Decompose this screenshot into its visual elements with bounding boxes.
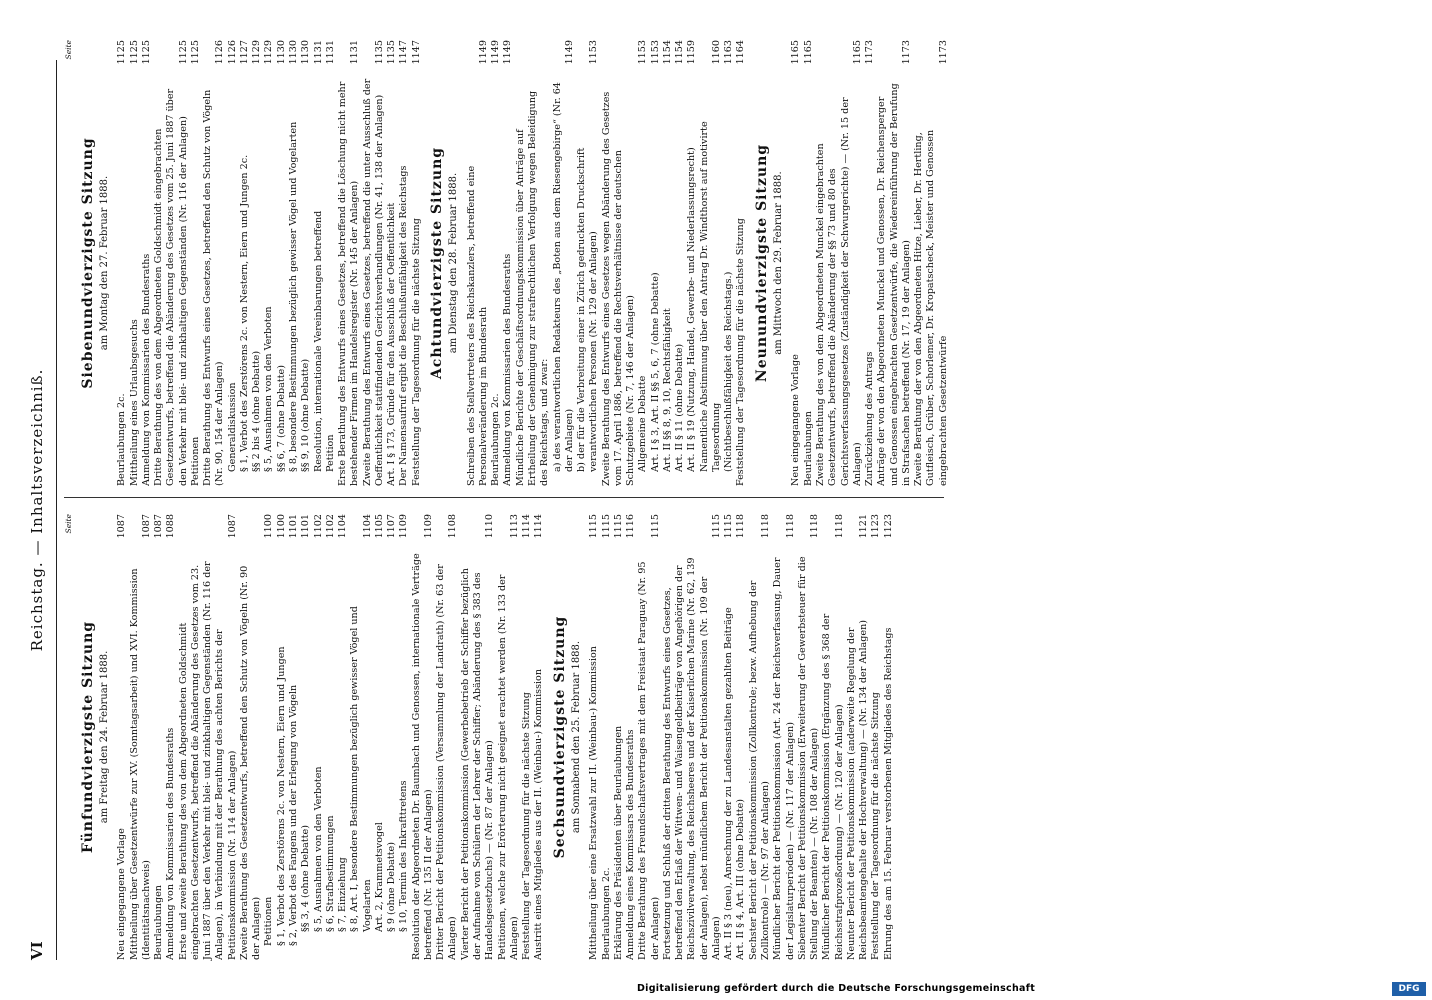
toc-entry-page: 1163	[723, 40, 735, 65]
toc-entry-text: §§ 3, 4 (ohne Debatte)	[300, 825, 312, 932]
page-header	[28, 60, 54, 960]
header-rule	[56, 60, 57, 960]
toc-entry-page: 1104	[337, 514, 349, 539]
toc-entry-text: Generaldiskussion	[226, 382, 238, 472]
digitization-credit: Digitalisierung gefördert durch die Deutsche Forschungsgemeinschaft	[636, 983, 1036, 994]
seite-label-right: Seite	[64, 40, 73, 60]
toc-entry-text: Anträge der von den Abgeordneten Munckel und Genossen, Dr. Reichensperger und Genossen eingebrachten Gesetzentwürfe, die Wiedereinführung der Berufung in Strafsachen betreffend (Nr. 17, 19 der Anlagen)	[876, 83, 912, 486]
toc-entry-page: 1087	[116, 514, 128, 539]
toc-entry-text: Dritte Berathung des von dem Abgeordneten Goldschmidt eingebrachten Gesetzentwurfs, betreffend die Abänderung des Gesetzes vom 25. Juni 1887 über den Verkehr mit blei- und zinkhaltigen Gegenständen (Nr. 116 der Anlagen)	[153, 88, 189, 486]
toc-entry-page: 1109	[398, 514, 410, 539]
toc-entry	[576, 40, 601, 486]
toc-entry	[490, 40, 502, 486]
toc-entry-text: Zweite Berathung des Gesetzentwurfs, betreffend den Schutz von Vögeln (Nr. 90 der Anlagen)	[238, 565, 263, 960]
toc-entry-page: 1088	[165, 514, 177, 539]
toc-entry	[913, 40, 950, 486]
toc-entry-page: 1159	[686, 40, 698, 65]
toc-entry-page: 1131	[349, 40, 361, 65]
toc-entry-text: § 2, Verbot des Fangens und der Erlegung von Vögeln	[288, 684, 300, 946]
toc-entry	[325, 40, 337, 486]
toc-entry	[300, 514, 312, 960]
toc-entry-text: Zweite Berathung des Entwurfs eines Gesetzes wegen Abänderung des Gesetzes vom 17. April 1886, betreffend die Rechtsverhältnisse der deutschen Schutzgebiete (Nr. 7, 146 der Anlagen)	[600, 91, 637, 486]
toc-entry	[386, 514, 398, 960]
toc-entry	[662, 40, 674, 486]
toc-entry-text: Beurlaubungen 2c.	[490, 393, 502, 486]
toc-entry-text: Erste und zweite Berathung des von dem Abgeordneten Goldschmidt eingebrachten Gesetzentwurfs, betreffend die Abänderung des Gesetzes vom 23. Juni 1887 über den Verkehr mit blei- und zinkhaltigen Gegenständen (Nr. 116 der Anlagen), in Verbindung mit der Berathung des achten Berichts der Petitionskommission (Nr. 114 der Anlagen)	[177, 561, 238, 960]
toc-entry	[313, 40, 325, 486]
toc-entry-page: 1116	[625, 514, 637, 539]
toc-entry-text: Anmeldung eines Kommissars des Bundesraths	[625, 729, 637, 960]
toc-entry-page: 1108	[447, 514, 459, 539]
toc-entry	[288, 40, 300, 486]
toc-entry	[460, 514, 497, 960]
toc-entry-text: Neu eingegangene Vorlage	[790, 354, 802, 486]
toc-entry	[313, 514, 325, 960]
toc-entry-text: Feststellung der Tagesordnung für die nächste Sitzung	[735, 218, 747, 486]
toc-entry-text: Erklärung des Präsidenten über Beurlaubungen	[612, 725, 624, 960]
toc-entry-text: Art. II § 4, Art. III (ohne Debatte)	[735, 799, 747, 960]
toc-entry-text: §§ 9, 10 (ohne Debatte)	[300, 358, 312, 472]
toc-entry-text: Ehrung des am 15. Februar verstorbenen Mitgliedes des Reichstags	[882, 627, 894, 960]
sitzung-date: am Mittwoch den 29. Februar 1888.	[772, 171, 784, 355]
toc-entry-page: 1123	[882, 514, 894, 539]
toc-entry-text: Schreiben des Stellvertreters des Reichskanzlers, betreffend eine Personalveränderung im Bundesrath	[465, 165, 489, 486]
toc-entry-text: Mündlicher Bericht der Petitionskommission (Ergänzung des § 368 der Reichsstrafprozeßordnung) — (Nr. 120 der Anlagen)	[821, 613, 845, 960]
column-divider	[64, 497, 944, 498]
toc-entry-page: 1087	[140, 514, 152, 539]
toc-entry	[362, 40, 387, 486]
toc-entry-page: 1100	[275, 514, 287, 539]
sitzung-date: am Sonnabend den 25. Februar 1888.	[570, 640, 582, 834]
toc-entry-page: 1149	[563, 40, 575, 65]
toc-entry	[846, 514, 871, 960]
toc-entry-text: Art. I § 3, Art. II §§ 5, 6, 7 (ohne Debatte)	[649, 272, 661, 472]
toc-entry-page: 1153	[649, 40, 661, 65]
toc-entry	[288, 514, 300, 960]
toc-entry	[497, 514, 522, 960]
sitzung-title: Fünfundvierzigste Sitzung	[79, 620, 96, 854]
toc-entry-page: 1118	[833, 514, 845, 539]
toc-entry-page: 1114	[521, 514, 533, 539]
toc-entry	[637, 40, 649, 486]
toc-entry-page: 1131	[324, 40, 336, 65]
toc-entry	[325, 514, 337, 960]
toc-entry-text: Feststellung der Tagesordnung für die nächste Sitzung	[410, 218, 422, 486]
toc-entry-text: Art. II § 19 (Nutzung, Handel, Gewerbe- und Niederlassungsrecht)	[686, 147, 698, 472]
toc-entry	[735, 514, 747, 960]
toc-entry-page: 1149	[490, 40, 502, 65]
toc-entry	[398, 514, 410, 960]
toc-entry-page: 1125	[177, 40, 189, 65]
toc-entry	[337, 514, 349, 960]
toc-entry	[239, 40, 251, 486]
toc-entry	[601, 514, 613, 960]
toc-entry-text: § 8, Art. I, besondere Bestimmungen bezüglich gewisser Vögel und Vogelarten	[349, 606, 373, 932]
page-number: VI	[28, 941, 46, 960]
sitzung-title: Siebenundvierzigste Sitzung	[79, 137, 96, 389]
toc-entry-page: 1173	[937, 40, 949, 65]
toc-entry-text: Zurückziehung des Antrags	[864, 351, 876, 486]
toc-entry-text: Anmeldung von Kommissarien des Bundesraths	[165, 727, 177, 960]
toc-entry-page: 1087	[226, 514, 238, 539]
toc-entry	[650, 40, 662, 486]
toc-entry	[141, 40, 153, 486]
toc-entry	[153, 514, 165, 960]
toc-entry-page: 1126	[214, 40, 226, 65]
toc-entry	[116, 514, 128, 960]
toc-entry	[588, 514, 600, 960]
toc-entry-page: 1125	[140, 40, 152, 65]
sitzung-title: Sechsundvierzigste Sitzung	[551, 615, 568, 859]
toc-entry-page: 1115	[612, 514, 624, 539]
toc-entry-page: 1160	[710, 40, 722, 65]
sitzung-section	[429, 40, 748, 486]
toc-entry-page: 1118	[809, 514, 821, 539]
toc-entry-page: 1154	[674, 40, 686, 65]
toc-entry	[797, 514, 822, 960]
toc-entry-text: Vierter Bericht der Petitionskommission (Gewerbebetrieb der Schiffer bezüglich der Aufnahme von Schülern der Lehrer der Schiffer; Abänderung des § 383 des Handelsgesetzbuchs) — (Nr. 87 der Anlagen)	[459, 568, 496, 960]
toc-entry-page: 1125	[116, 40, 128, 65]
toc-entry	[748, 514, 773, 960]
toc-entry-text: Feststellung der Tagesordnung für die nächste Sitzung	[870, 692, 882, 960]
toc-entry-page: 1087	[153, 514, 165, 539]
toc-entry	[300, 40, 312, 486]
toc-entry-page: 1130	[300, 40, 312, 65]
toc-entry-page: 1165	[802, 40, 814, 65]
toc-entry-page: 1164	[735, 40, 747, 65]
toc-entry	[699, 40, 724, 486]
toc-entry-page: 1173	[864, 40, 876, 65]
toc-entry-page: 1115	[710, 514, 722, 539]
toc-entry-text: Zweite Berathung der von den Abgeordneten Hitze, Lieber, Dr. Hertling, Gutfleisch, Grüber, Schorlemer, Dr. Kropatscheck, Meister und Genossen eingebrachten Gesetzentwürfe	[913, 129, 949, 486]
toc-entry-text: §§ 6, 7 (ohne Debatte)	[275, 365, 287, 472]
toc-entry	[263, 514, 275, 960]
toc-entry-text: Resolution der Abgeordneten Dr. Baumbach und Genossen, internationale Verträge betreffend (Nr. 135 II der Anlagen)	[410, 553, 434, 960]
toc-entry-text: Petitionen	[189, 436, 201, 486]
toc-entry	[251, 40, 263, 486]
toc-entry-text: Art. II § 3 (neu), Anrechnung der zu Landesanstalten gezahlten Beiträge	[723, 607, 735, 960]
toc-entry-page: 1153	[637, 40, 649, 65]
toc-entry-text: Beurlaubungen 2c.	[116, 393, 128, 486]
toc-entry-text: Sechster Bericht der Petitionskommission (Zollkontrole; bezw. Aufhebung der Zollkontrole) — (Nr. 97 der Anlagen)	[747, 580, 772, 960]
toc-entry-text: Neunter Bericht der Petitionskommission (anderweite Regelung der Reichsbeamtengehalte der Hochverwaltung) — (Nr. 134 der Anlagen)	[845, 619, 870, 960]
toc-entry	[803, 40, 815, 486]
toc-entry-page: 1125	[189, 40, 201, 65]
toc-entry-page: 1121	[858, 514, 870, 539]
toc-entry	[772, 514, 797, 960]
toc-entry-page: 1115	[723, 514, 735, 539]
toc-entry-text: Feststellung der Tagesordnung für die nächste Sitzung	[521, 692, 533, 960]
toc-entry-text: a) des verantwortlichen Redakteurs des „Boten aus dem Riesengebirge“ (Nr. 64 der Anlagen)	[551, 82, 575, 472]
toc-entry-page: 1115	[588, 514, 600, 539]
toc-entry-text: Siebenter Bericht der Petitionskommission (Erweiterung der Gewerbsteuer für die Stellung der Beamten) — (Nr. 108 der Anlagen)	[796, 556, 821, 960]
toc-entry-text: Art. I § 173, Gründe für den Ausschluß der Oeffentlichkeit	[386, 202, 398, 486]
toc-entry-page: 1113	[508, 514, 520, 539]
toc-entry-text: Art. 2, Krammetsvogel	[373, 822, 385, 932]
sitzung-date: am Dienstag den 28. Februar 1888.	[447, 172, 459, 354]
toc-entry	[870, 514, 882, 960]
toc-entry-text: Anmeldung von Kommissarien des Bundesraths	[140, 253, 152, 486]
toc-entry	[239, 514, 264, 960]
toc-entry	[662, 514, 723, 960]
toc-entry-page: 1123	[870, 514, 882, 539]
toc-entry-text: § 7, Einziehung	[337, 857, 349, 932]
toc-entry-text: §§ 2 bis 4 (ohne Debatte)	[251, 350, 263, 472]
toc-entry-page: 1130	[275, 40, 287, 65]
toc-entry-page: 1129	[263, 40, 275, 65]
toc-entry-text: Der Namensaufruf ergibt die Beschlußunfähigkeit des Reichstags	[398, 165, 410, 486]
right-column	[64, 40, 954, 486]
running-title: Reichstag. — Inhaltsverzeichniß.	[28, 368, 46, 652]
toc-entry-text: Dritte Berathung des Entwurfs eines Gesetzes, betreffend den Schutz von Vögeln (Nr. 90, 154 der Anlagen)	[202, 89, 226, 486]
toc-entry-page: 1173	[900, 40, 912, 65]
toc-entry-page: 1165	[851, 40, 863, 65]
sitzung-section	[80, 40, 423, 486]
toc-entry	[533, 514, 545, 960]
toc-entry	[466, 40, 491, 486]
toc-entry	[601, 40, 638, 486]
toc-entry-text: Mündliche Berichte der Geschäftsordnungskommission über Anträge auf Ertheilung der Genehmigung zur strafrechtlichen Verfolgung wegen Beleidigung des Reichstags, und zwar:	[514, 90, 551, 486]
toc-entry-text: Petitionen	[263, 896, 275, 946]
toc-entry-text: Fortsetzung und Schluß der dritten Berathung des Entwurfs eines Gesetzes, betreffend den Erlaß der Wittwen- und Waisengeldbeiträge von Angehörigen der Reichszivilverwaltung, des Reichsheeres und der Kaiserlichen Marine (Nr. 62, 139 der Anlagen), nebst mündlichem Bericht der Petitionskommission (Nr. 109 der Anlagen)	[661, 557, 722, 960]
toc-entry-text: Dritte Berathung des Freundschaftsvertrages mit dem Freistaat Paraguay (Nr. 95 der Anlagen)	[637, 561, 661, 960]
toc-entry	[883, 514, 895, 960]
toc-entry	[263, 40, 275, 486]
toc-entry	[613, 514, 625, 960]
toc-entry	[276, 514, 288, 960]
toc-entry-text: Allgemeine Debatte	[637, 375, 649, 472]
toc-entry-page: 1100	[263, 514, 275, 539]
toc-entry-text: § 9 (ohne Debatte)	[386, 842, 398, 932]
toc-entry-page: 1153	[588, 40, 600, 65]
toc-entry-page: 1118	[760, 514, 772, 539]
toc-entry	[129, 514, 154, 960]
toc-entry	[227, 40, 239, 486]
toc-entry	[129, 40, 141, 486]
toc-entry-page: 1129	[251, 40, 263, 65]
toc-entry-page: 1109	[422, 514, 434, 539]
toc-entry	[515, 40, 552, 486]
toc-entry-text: Resolution, internationale Vereinbarungen betreffend	[312, 210, 324, 472]
toc-entry-text: Petitionen, welche zur Erörterung nicht geeignet erachtet werden (Nr. 133 der Anlagen)	[496, 574, 520, 960]
toc-entry	[502, 40, 514, 486]
sitzung-section	[80, 514, 546, 960]
toc-entry-page: 1125	[128, 40, 140, 65]
toc-entry	[178, 514, 239, 960]
toc-entry-page: 1147	[410, 40, 422, 65]
sitzung-date: am Montag den 27. Februar 1888.	[98, 175, 110, 351]
toc-entry-text: Zweite Berathung des von dem Abgeordneten Munckel eingebrachten Gesetzentwurfs, betreffend die Abänderung der §§ 73 und 80 des Gerichtsverfassungsgesetzes (Zuständigkeit der Schwurgerichte) — (Nr. 15 der Anlagen)	[814, 97, 863, 486]
toc-entry	[723, 514, 735, 960]
toc-entry	[165, 514, 177, 960]
toc-entry-page: 1135	[386, 40, 398, 65]
dfg-logo: DFG	[1392, 982, 1426, 996]
toc-entry-page: 1127	[238, 40, 250, 65]
toc-entry-page: 1147	[398, 40, 410, 65]
toc-entry	[386, 40, 398, 486]
toc-entry-text: § 5, Ausnahmen von den Verboten	[263, 306, 275, 472]
toc-entry-text: Art. II § 11 (ohne Debatte)	[674, 343, 686, 472]
toc-entry-text: Beurlaubungen	[802, 411, 814, 486]
toc-entry	[521, 514, 533, 960]
sitzung-title: Neunundvierzigste Sitzung	[753, 143, 770, 383]
toc-entry-text: Anmeldung von Kommissarien des Bundesraths	[502, 253, 514, 486]
sitzung-section	[754, 40, 950, 486]
toc-entry-text: Beurlaubungen	[153, 885, 165, 960]
toc-entry-page: 1110	[484, 514, 496, 539]
toc-entry	[202, 40, 227, 486]
toc-entry-page: 1102	[324, 514, 336, 539]
toc-entry	[411, 40, 423, 486]
left-column	[64, 514, 899, 960]
toc-entry-text: Namentliche Abstimmung über den Antrag Dr. Windthorst auf motivirte Tagesordnung	[698, 121, 722, 472]
seite-label-left: Seite	[64, 514, 73, 534]
toc-entry	[276, 40, 288, 486]
toc-entry-page: 1154	[661, 40, 673, 65]
toc-entry-text: § 1, Verbot des Zerstörens 2c. von Nestern, Eiern und Jungen	[275, 646, 287, 946]
toc-entry-text: Dritter Bericht der Petitionskommission (Versammlung der Landrath) (Nr. 63 der Anlagen)	[435, 564, 459, 960]
toc-entry	[876, 40, 913, 486]
toc-entry	[337, 40, 362, 486]
toc-entry	[821, 514, 846, 960]
toc-entry	[411, 514, 436, 960]
toc-entry	[116, 40, 128, 486]
sitzung-title: Achtundvierzigste Sitzung	[428, 146, 445, 380]
toc-entry-text: Mittheilung eines Urlaubsgesuchs	[128, 319, 140, 486]
toc-entry-page: 1131	[312, 40, 324, 65]
toc-entry-text: Petition	[324, 434, 336, 472]
toc-entry-page: 1165	[790, 40, 802, 65]
toc-entry-page: 1114	[533, 514, 545, 539]
toc-entry	[190, 40, 202, 486]
toc-entry-page: 1130	[288, 40, 300, 65]
toc-entry-page: 1115	[649, 514, 661, 539]
toc-entry-text: b) der für die Verbreitung einer in Zürich gedruckten Druckschrift verantwortlichen Personen (Nr. 129 der Anlagen)	[576, 147, 600, 472]
toc-entry-text: Zweite Berathung des Entwurfs eines Gesetzes, betreffend die unter Ausschluß der Oeffentlichkeit stattfindenden Gerichtsverhandlungen (Nr. 41, 138 der Anlagen)	[361, 78, 385, 486]
toc-entry-text: (Nichtbeschlußfähigkeit des Reichstags.)	[723, 271, 735, 472]
toc-entry-text: § 10, Termin des Inkrafttretens	[398, 780, 410, 932]
toc-entry-page: 1107	[386, 514, 398, 539]
toc-entry	[552, 40, 577, 486]
toc-entry-page: 1126	[226, 40, 238, 65]
toc-entry-text: Beurlaubungen 2c.	[600, 867, 612, 960]
sitzung-section	[552, 514, 895, 960]
toc-entry	[374, 514, 386, 960]
toc-entry	[625, 514, 637, 960]
toc-entry	[435, 514, 460, 960]
toc-entry-text: Erste Berathung des Entwurfs eines Gesetzes, betreffend die Löschung nicht mehr bestehender Firmen im Handelsregister (Nr. 145 der Anlagen)	[337, 81, 361, 486]
toc-entry	[723, 40, 735, 486]
toc-entry-page: 1149	[502, 40, 514, 65]
toc-entry-page: 1149	[477, 40, 489, 65]
toc-entry	[153, 40, 190, 486]
toc-entry-page: 1118	[784, 514, 796, 539]
toc-entry-text: Austritt eines Mitgliedes aus der II. (Weinbau-) Kommission	[533, 668, 545, 960]
toc-entry-page: 1135	[373, 40, 385, 65]
toc-entry-page: 1101	[300, 514, 312, 539]
toc-entry-page: 1104	[361, 514, 373, 539]
toc-entry	[686, 40, 698, 486]
toc-entry-page: 1101	[288, 514, 300, 539]
toc-entry-text: § 8, besondere Bestimmungen bezüglich gewisser Vögel und Vogelarten	[288, 121, 300, 472]
toc-entry	[790, 40, 802, 486]
sitzung-date: am Freitag den 24. Februar 1888.	[98, 650, 110, 824]
toc-entry	[864, 40, 876, 486]
toc-entry-page: 1105	[373, 514, 385, 539]
toc-entry-text: § 5, Ausnahmen von den Verboten	[312, 766, 324, 932]
toc-entry	[735, 40, 747, 486]
toc-entry-text: § 1, Verbot des Zerstörens 2c. von Nestern, Eiern und Jungen 2c.	[238, 154, 250, 472]
toc-entry-text: Mittheilung über eine Ersatzwahl zur II. (Weinbau-) Kommission	[588, 646, 600, 960]
toc-entry	[398, 40, 410, 486]
toc-entry-page: 1102	[312, 514, 324, 539]
toc-entry-text: Mündlicher Bericht der Petitionskommission (Art. 24 der Reichsverfassung, Dauer der Legislaturperioden) — (Nr. 117 der Anlagen)	[772, 557, 796, 960]
toc-entry-page: 1118	[735, 514, 747, 539]
toc-entry-page: 1115	[600, 514, 612, 539]
toc-entry	[637, 514, 662, 960]
toc-entry-text: Art. II §§ 8, 9, 10, Rechtsfähigkeit	[661, 308, 673, 472]
toc-entry	[349, 514, 374, 960]
toc-entry	[674, 40, 686, 486]
toc-entry	[815, 40, 864, 486]
toc-entry-text: Mittheilung über Gesetzentwürfe zur XV. (Sonntagsarbeit) und XVI. Kommission (Identitätsnachweis)	[128, 568, 152, 960]
toc-entry-text: Neu eingegangene Vorlage	[116, 828, 128, 960]
toc-entry-text: § 6, Strafbestimmungen	[324, 815, 336, 932]
